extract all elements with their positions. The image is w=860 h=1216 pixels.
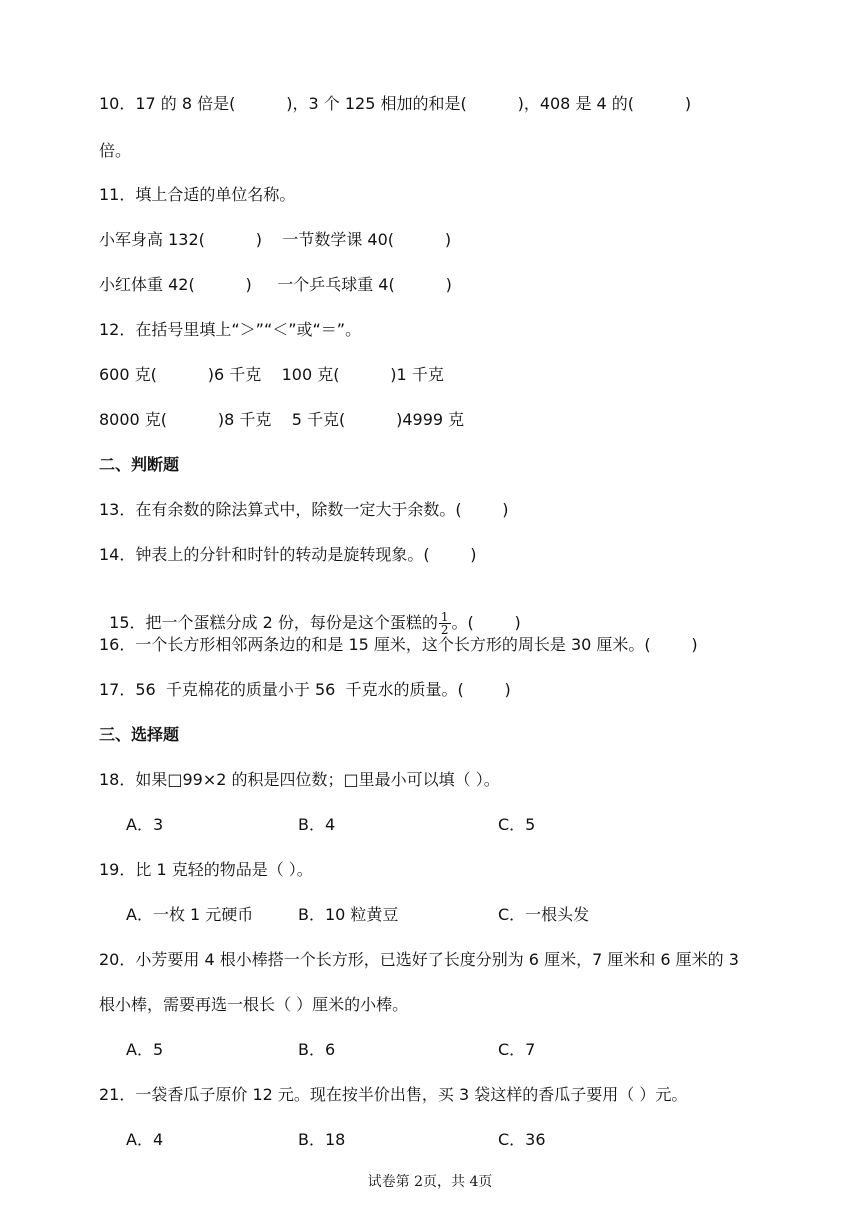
line-q15 xyxy=(99,589,521,636)
section-heading-judgement: 二、判断题 xyxy=(99,455,180,474)
line-q12-row1: 600 克( )6 千克 100 克( )1 千克 xyxy=(99,365,444,384)
line-q11-row2: 小红体重 42( ) 一个乒乓球重 4( ) xyxy=(99,275,452,294)
line-q18: 18．如果□99×2 的积是四位数；□里最小可以填（ ）。 xyxy=(99,770,500,789)
section-heading-choice: 三、选择题 xyxy=(99,725,180,744)
line-q14: 14．钟表上的分针和时针的转动是旋转现象。( ) xyxy=(99,545,477,564)
q18-option-a: A．3 xyxy=(126,815,164,834)
line-q20: 20．小芳要用 4 根小棒搭一个长方形，已选好了长度分别为 6 厘米，7 厘米和 6 厘米的 3 xyxy=(99,950,739,969)
line-q19: 19．比 1 克轻的物品是（ ）。 xyxy=(99,860,313,879)
fraction-numerator: 1 xyxy=(440,610,449,624)
q18-option-c: C．5 xyxy=(498,815,536,834)
line-q12-row2: 8000 克( )8 千克 5 千克( )4999 克 xyxy=(99,410,465,429)
line-q16: 16．一个长方形相邻两条边的和是 15 厘米，这个长方形的周长是 30 厘米。( ) xyxy=(99,635,698,654)
line-q10-cont: 倍。 xyxy=(99,141,132,160)
q20-option-c: C．7 xyxy=(498,1040,536,1059)
line-q10: 10．17 的 8 倍是( )，3 个 125 相加的和是( )，408 是 4 的( ) xyxy=(99,94,692,113)
q21-option-b: B．18 xyxy=(298,1130,346,1149)
line-q20-cont: 根小棒，需要再选一根长（ ）厘米的小棒。 xyxy=(99,995,409,1014)
q20-option-b: B．6 xyxy=(298,1040,336,1059)
fraction xyxy=(439,611,451,636)
line-q21: 21．一袋香瓜子原价 12 元。现在按半价出售，买 3 袋这样的香瓜子要用（ ）元。 xyxy=(99,1085,688,1104)
q15-text-before: 15．把一个蛋糕分成 2 份，每份是这个蛋糕的 xyxy=(109,613,438,632)
line-q11-row1: 小军身高 132( ) 一节数学课 40( ) xyxy=(99,230,452,249)
q21-option-c: C．36 xyxy=(498,1130,546,1149)
q19-option-a: A．一枚 1 元硬币 xyxy=(126,905,254,924)
line-q13: 13．在有余数的除法算式中，除数一定大于余数。( ) xyxy=(99,500,509,519)
fraction-denominator: 2 xyxy=(440,623,449,637)
line-q12: 12．在括号里填上“＞”“＜”或“＝”。 xyxy=(99,320,362,339)
page-footer: 试卷第 2页，共 4页 xyxy=(367,1174,493,1190)
q15-text-after: 。( ) xyxy=(451,613,521,632)
q19-option-c: C．一根头发 xyxy=(498,905,590,924)
q19-option-b: B．10 粒黄豆 xyxy=(298,905,399,924)
q20-option-a: A．5 xyxy=(126,1040,164,1059)
q21-option-a: A．4 xyxy=(126,1130,164,1149)
line-q11: 11．填上合适的单位名称。 xyxy=(99,185,296,204)
q18-option-b: B．4 xyxy=(298,815,336,834)
line-q17: 17．56 千克棉花的质量小于 56 千克水的质量。( ) xyxy=(99,680,511,699)
